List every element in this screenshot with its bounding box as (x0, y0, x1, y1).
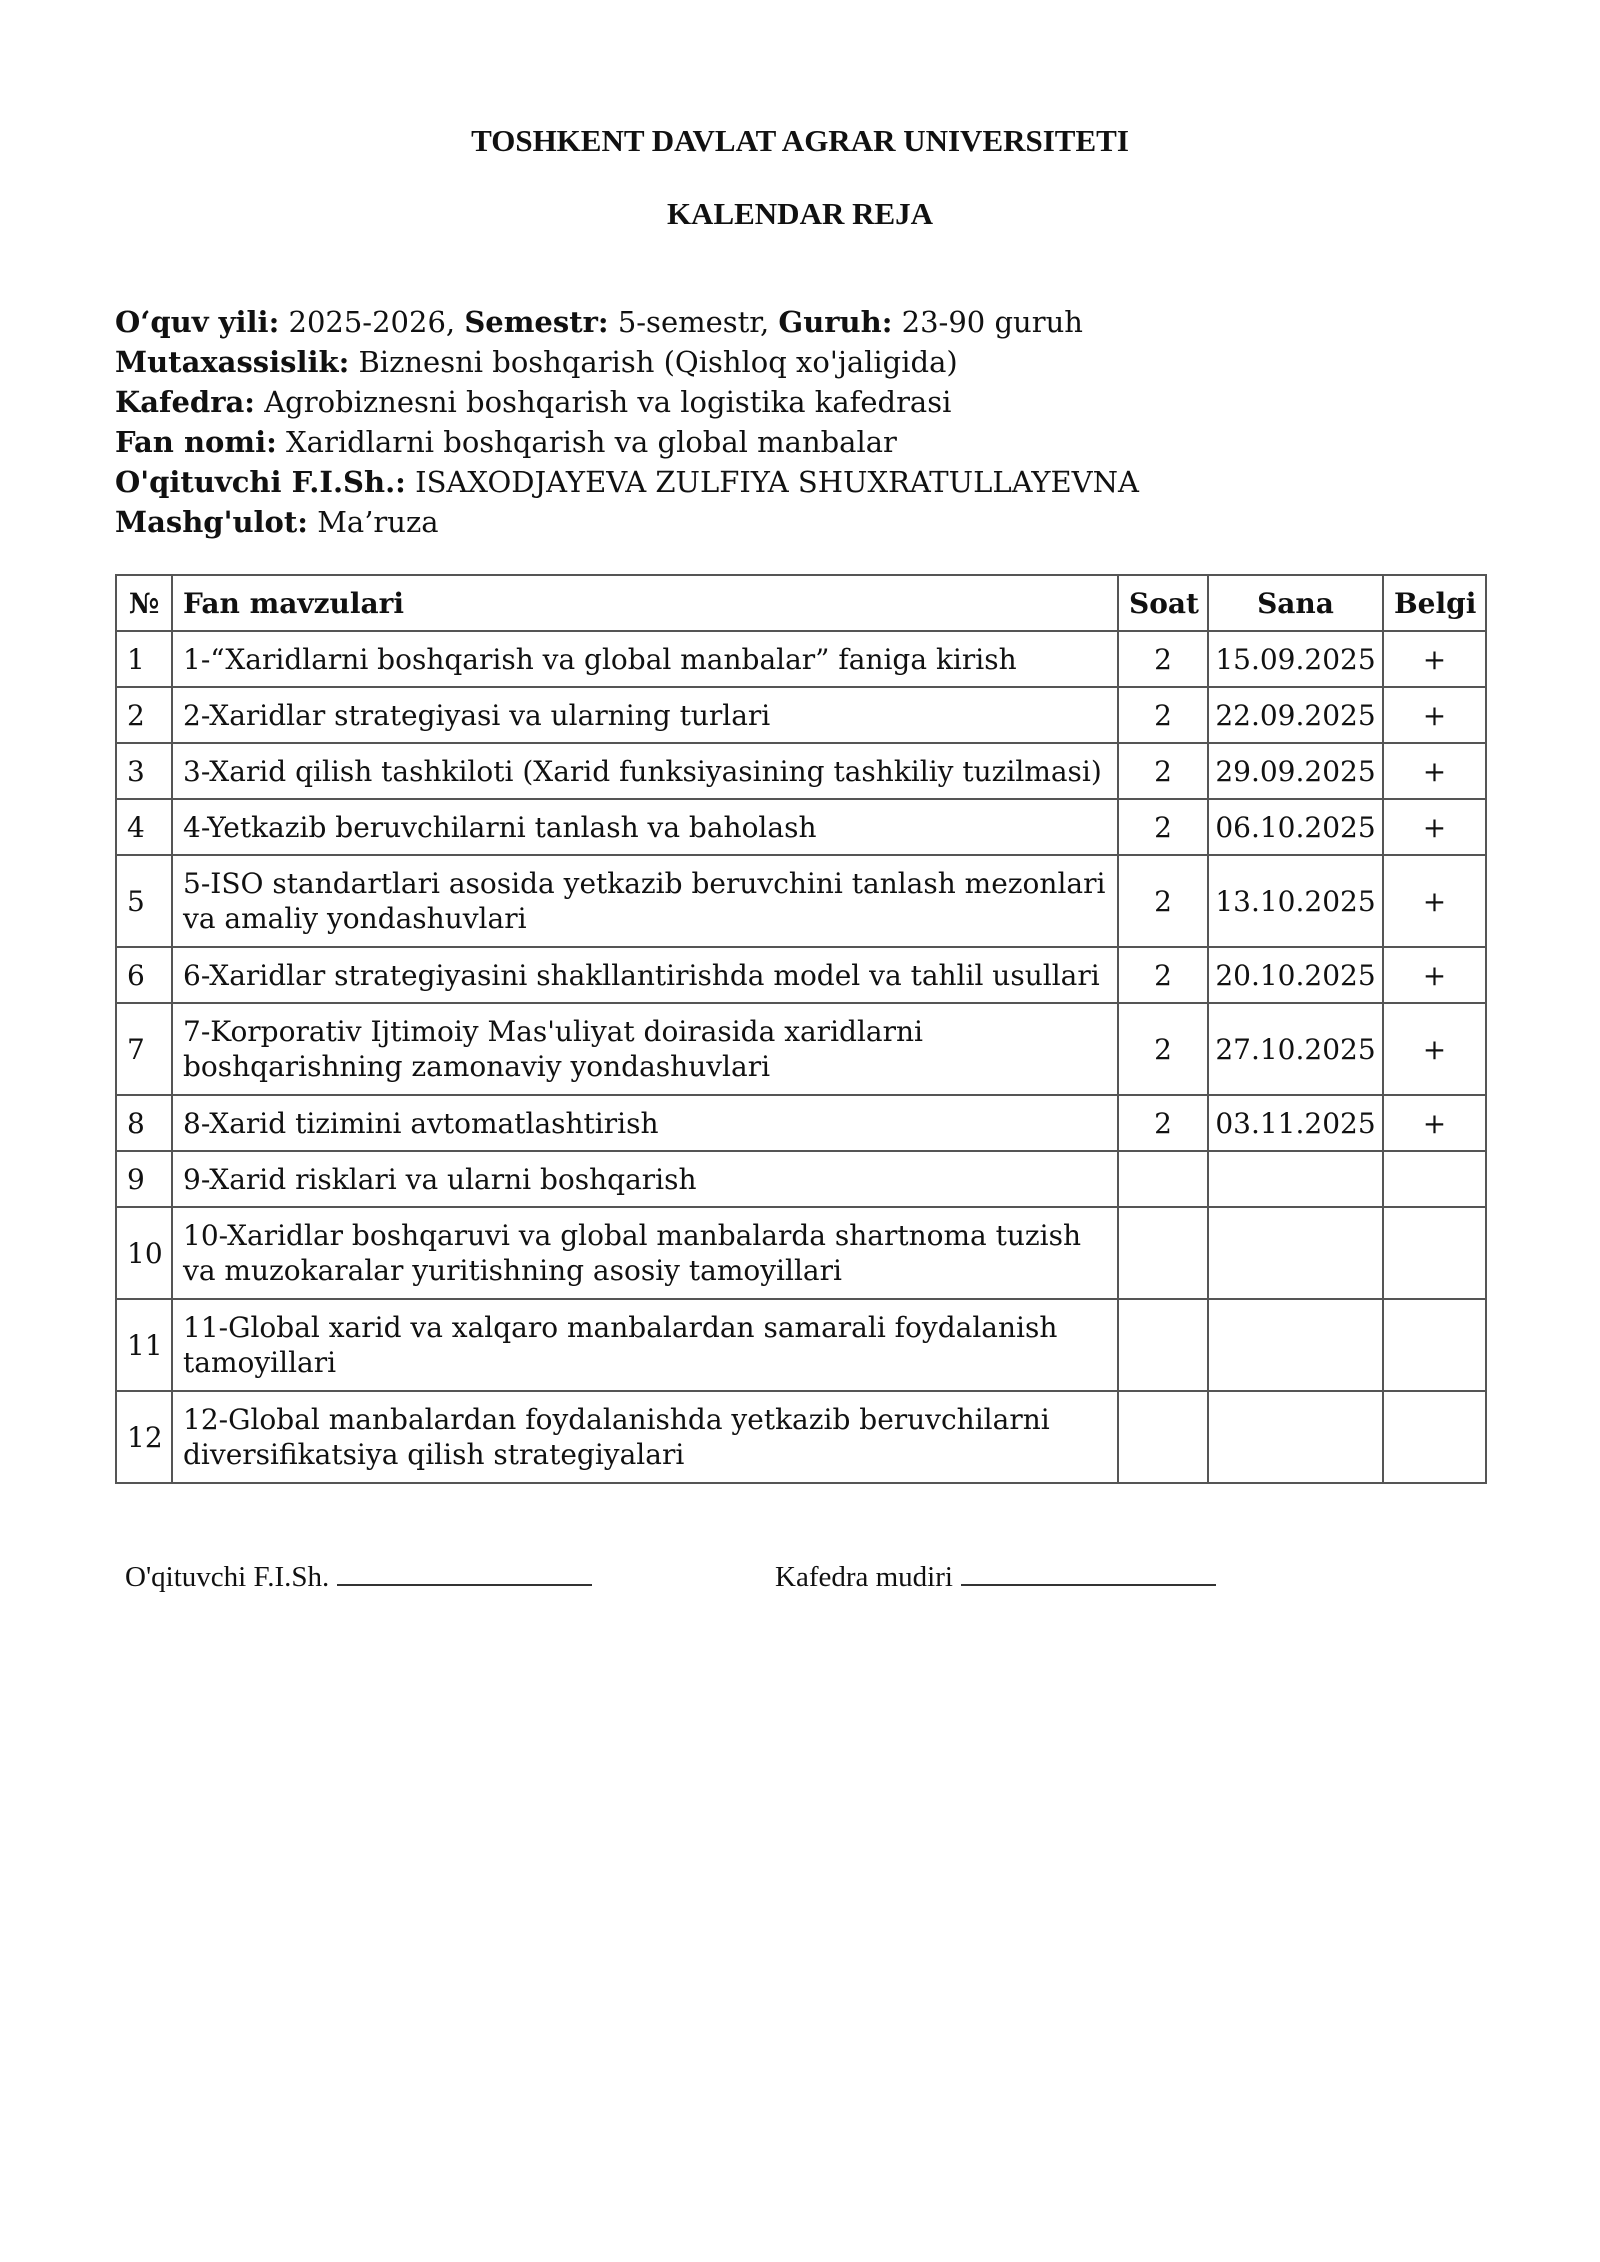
teacher-signature-line (337, 1558, 592, 1586)
table-row (116, 687, 1486, 743)
row-topic: 7-Korporativ Ijtimoiy Mas'uliyat doirasida xaridlarni boshqarishning zamonaviy yondashuvlari (172, 1003, 1118, 1095)
row-mark: + (1383, 799, 1486, 855)
row-number: 1 (116, 631, 172, 687)
row-date: 13.10.2025 (1208, 855, 1383, 947)
row-mark: + (1383, 1095, 1486, 1151)
row-number: 11 (116, 1299, 172, 1391)
specialty-label: Mutaxassislik: (115, 345, 350, 379)
table-row (116, 1207, 1486, 1299)
teacher-signature (125, 1558, 592, 1594)
year-label: O‘quv yili: (115, 305, 280, 339)
row-number: 7 (116, 1003, 172, 1095)
head-signature-label: Kafedra mudiri (775, 1561, 953, 1593)
row-number: 6 (116, 947, 172, 1003)
table-row (116, 1095, 1486, 1151)
subject-label: Fan nomi: (115, 425, 277, 459)
row-mark: + (1383, 743, 1486, 799)
row-topic: 6-Xaridlar strategiyasini shakllantirishda model va tahlil usullari (172, 947, 1118, 1003)
row-date: 20.10.2025 (1208, 947, 1383, 1003)
table-row (116, 1391, 1486, 1483)
row-hours: 2 (1118, 799, 1208, 855)
university-name: TOSHKENT DAVLAT AGRAR UNIVERSITETI (471, 123, 1129, 158)
row-mark: + (1383, 631, 1486, 687)
info-line-year (115, 302, 1139, 342)
row-number: 9 (116, 1151, 172, 1207)
row-topic: 9-Xarid risklari va ularni boshqarish (172, 1151, 1118, 1207)
table-row (116, 1003, 1486, 1095)
row-topic: 1-“Xaridlarni boshqarish va global manbalar” faniga kirish (172, 631, 1118, 687)
row-date: 27.10.2025 (1208, 1003, 1383, 1095)
header-hours: Soat (1118, 575, 1208, 631)
header-date: Sana (1208, 575, 1383, 631)
row-hours: 2 (1118, 631, 1208, 687)
info-line-subject (115, 422, 1139, 462)
row-topic: 3-Xarid qilish tashkiloti (Xarid funksiyasining tashkiliy tuzilmasi) (172, 743, 1118, 799)
row-hours (1118, 1151, 1208, 1207)
row-topic: 4-Yetkazib beruvchilarni tanlash va baholash (172, 799, 1118, 855)
row-topic: 8-Xarid tizimini avtomatlashtirish (172, 1095, 1118, 1151)
table-header-row (116, 575, 1486, 631)
semester-label: Semestr: (464, 305, 609, 339)
row-number: 8 (116, 1095, 172, 1151)
row-mark (1383, 1207, 1486, 1299)
table-row (116, 1151, 1486, 1207)
head-signature-line (961, 1558, 1216, 1586)
row-number: 2 (116, 687, 172, 743)
header-topics: Fan mavzulari (172, 575, 1118, 631)
row-mark: + (1383, 687, 1486, 743)
year-value: 2025-2026, (288, 305, 456, 339)
schedule-table (115, 574, 1487, 1484)
row-hours: 2 (1118, 687, 1208, 743)
department-value: Agrobiznesni boshqarish va logistika kafedrasi (264, 385, 952, 419)
subject-value: Xaridlarni boshqarish va global manbalar (286, 425, 897, 459)
header-mark: Belgi (1383, 575, 1486, 631)
row-date: 06.10.2025 (1208, 799, 1383, 855)
teacher-value: ISAXODJAYEVA ZULFIYA SHUXRATULLAYEVNA (415, 465, 1139, 499)
row-mark (1383, 1151, 1486, 1207)
row-number: 5 (116, 855, 172, 947)
row-date: 03.11.2025 (1208, 1095, 1383, 1151)
row-date: 22.09.2025 (1208, 687, 1383, 743)
row-date: 29.09.2025 (1208, 743, 1383, 799)
row-hours (1118, 1391, 1208, 1483)
group-label: Guruh: (778, 305, 893, 339)
row-date (1208, 1299, 1383, 1391)
row-topic: 11-Global xarid va xalqaro manbalardan samarali foydalanish tamoyillari (172, 1299, 1118, 1391)
document-title: KALENDAR REJA (666, 196, 934, 231)
info-block (115, 302, 1139, 542)
row-date (1208, 1151, 1383, 1207)
info-line-specialty (115, 342, 1139, 382)
row-topic: 10-Xaridlar boshqaruvi va global manbalarda shartnoma tuzish va muzokaralar yuritishning asosiy tamoyillari (172, 1207, 1118, 1299)
department-label: Kafedra: (115, 385, 255, 419)
row-date: 15.09.2025 (1208, 631, 1383, 687)
table-row (116, 1299, 1486, 1391)
semester-value: 5-semestr, (617, 305, 770, 339)
row-mark (1383, 1391, 1486, 1483)
row-hours (1118, 1299, 1208, 1391)
session-value: Ma’ruza (317, 505, 439, 539)
row-mark: + (1383, 855, 1486, 947)
row-hours: 2 (1118, 743, 1208, 799)
row-number: 12 (116, 1391, 172, 1483)
row-topic: 5-ISO standartlari asosida yetkazib beruvchini tanlash mezonlari va amaliy yondashuvlari (172, 855, 1118, 947)
row-number: 4 (116, 799, 172, 855)
header-number: № (116, 575, 172, 631)
row-topic: 12-Global manbalardan foydalanishda yetkazib beruvchilarni diversifikatsiya qilish strategiyalari (172, 1391, 1118, 1483)
info-line-session (115, 502, 1139, 542)
table-row (116, 743, 1486, 799)
row-hours: 2 (1118, 1003, 1208, 1095)
group-value: 23-90 guruh (901, 305, 1083, 339)
session-label: Mashg'ulot: (115, 505, 309, 539)
row-hours (1118, 1207, 1208, 1299)
info-line-department (115, 382, 1139, 422)
specialty-value: Biznesni boshqarish (Qishloq xo'jaligida) (358, 345, 958, 379)
row-hours: 2 (1118, 855, 1208, 947)
info-line-teacher (115, 462, 1139, 502)
row-number: 10 (116, 1207, 172, 1299)
table-row (116, 799, 1486, 855)
teacher-signature-label: O'qituvchi F.I.Sh. (125, 1561, 330, 1593)
head-signature (775, 1558, 1216, 1594)
row-hours: 2 (1118, 1095, 1208, 1151)
row-date (1208, 1391, 1383, 1483)
teacher-label: O'qituvchi F.I.Sh.: (115, 465, 406, 499)
table-row (116, 855, 1486, 947)
row-date (1208, 1207, 1383, 1299)
row-mark: + (1383, 947, 1486, 1003)
row-topic: 2-Xaridlar strategiyasi va ularning turlari (172, 687, 1118, 743)
table-row (116, 947, 1486, 1003)
table-row (116, 631, 1486, 687)
row-mark (1383, 1299, 1486, 1391)
row-mark: + (1383, 1003, 1486, 1095)
row-hours: 2 (1118, 947, 1208, 1003)
row-number: 3 (116, 743, 172, 799)
